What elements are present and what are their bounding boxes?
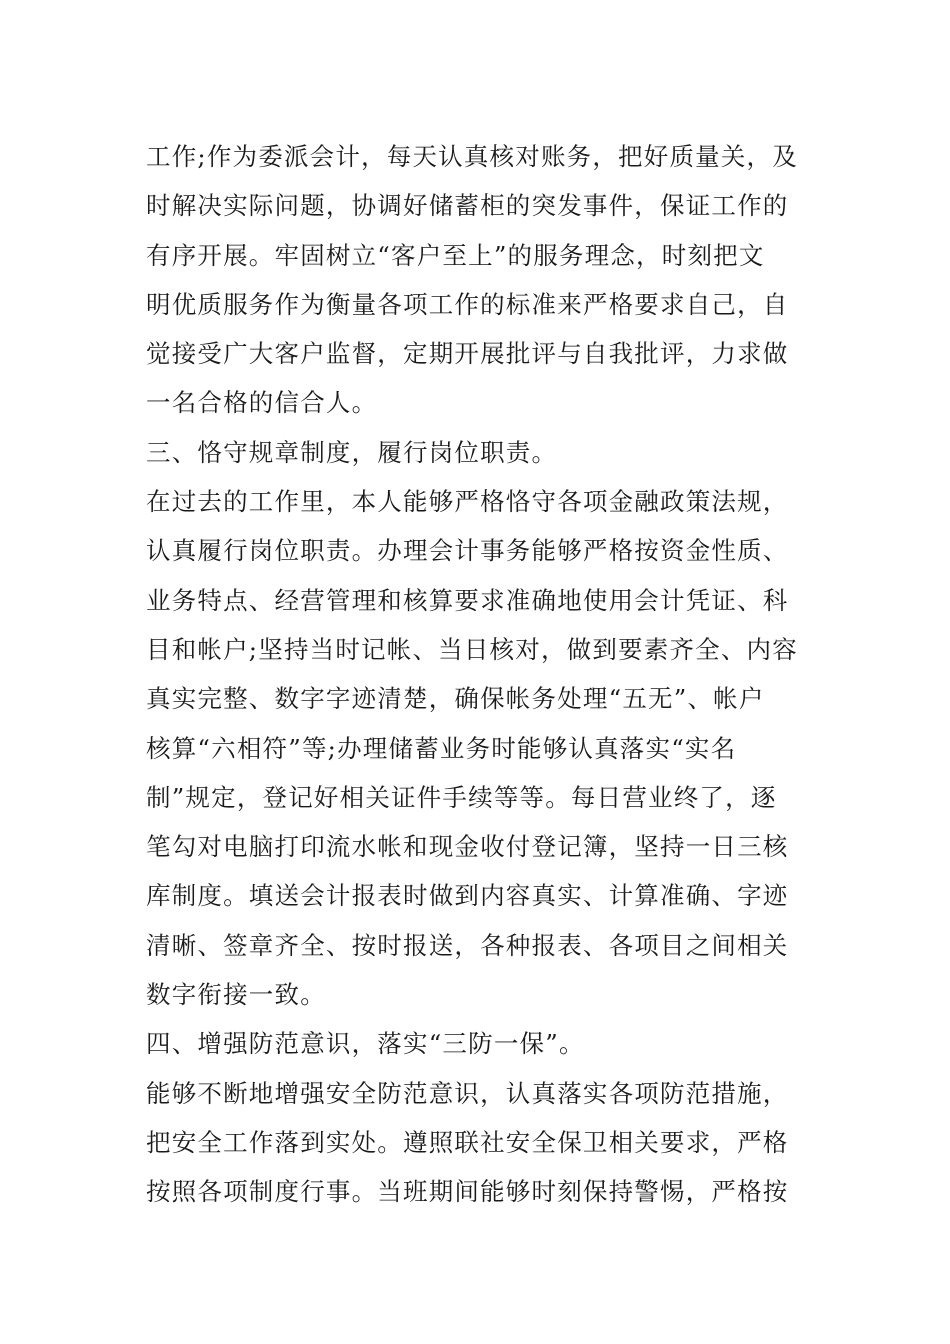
text-line-9: 认真履行岗位职责。办理会计事务能够严格按资金性质、: [146, 536, 789, 566]
text-line-1: 工作;作为委派会计，每天认真核对账务，把好质量关，及: [146, 142, 798, 171]
text-line-15: 笔勾对电脑打印流水帐和现金收付登记簿，坚持一日三核: [146, 832, 789, 862]
section-heading-4: 四、增强防范意识，落实“三防一保”。: [146, 1029, 585, 1059]
text-line-21: 把安全工作落到实处。遵照联社安全保卫相关要求，严格: [146, 1127, 789, 1157]
text-line-20: 能够不断地增强安全防范意识，认真落实各项防范措施，: [146, 1078, 789, 1108]
text-line-2: 时解决实际问题，协调好储蓄柜的突发事件，保证工作的: [146, 191, 789, 221]
text-line-3: 有序开展。牢固树立“客户至上”的服务理念，时刻把文: [146, 240, 765, 270]
text-line-8: 在过去的工作里，本人能够严格恪守各项金融政策法规，: [146, 487, 789, 517]
text-line-11: 目和帐户;坚持当时记帐、当日核对，做到要素齐全、内容: [146, 634, 798, 664]
text-line-18: 数字衔接一致。: [146, 980, 326, 1010]
text-line-10: 业务特点、经营管理和核算要求准确地使用会计凭证、科: [146, 585, 789, 615]
text-line-16: 库制度。填送会计报表时做到内容真实、计算准确、字迹: [146, 881, 789, 911]
text-line-5: 觉接受广大客户监督，定期开展批评与自我批评，力求做: [146, 339, 789, 369]
text-line-17: 清晰、签章齐全、按时报送，各种报表、各项目之间相关: [146, 930, 789, 960]
body-text: [146, 132, 816, 1217]
text-line-22: 按照各项制度行事。当班期间能够时刻保持警惕，严格按: [146, 1177, 789, 1207]
text-line-13: 核算“六相符”等;办理储蓄业务时能够认真落实“实名: [146, 733, 737, 763]
section-heading-3: 三、恪守规章制度，履行岗位职责。: [146, 437, 558, 467]
text-line-4: 明优质服务作为衡量各项工作的标准来严格要求自己，自: [146, 289, 789, 319]
text-line-14: 制”规定，登记好相关证件手续等等。每日营业终了，逐: [146, 782, 777, 812]
text-line-6: 一名合格的信合人。: [146, 388, 378, 418]
text-line-12: 真实完整、数字字迹清楚，确保帐务处理“五无”、帐户: [146, 684, 765, 714]
